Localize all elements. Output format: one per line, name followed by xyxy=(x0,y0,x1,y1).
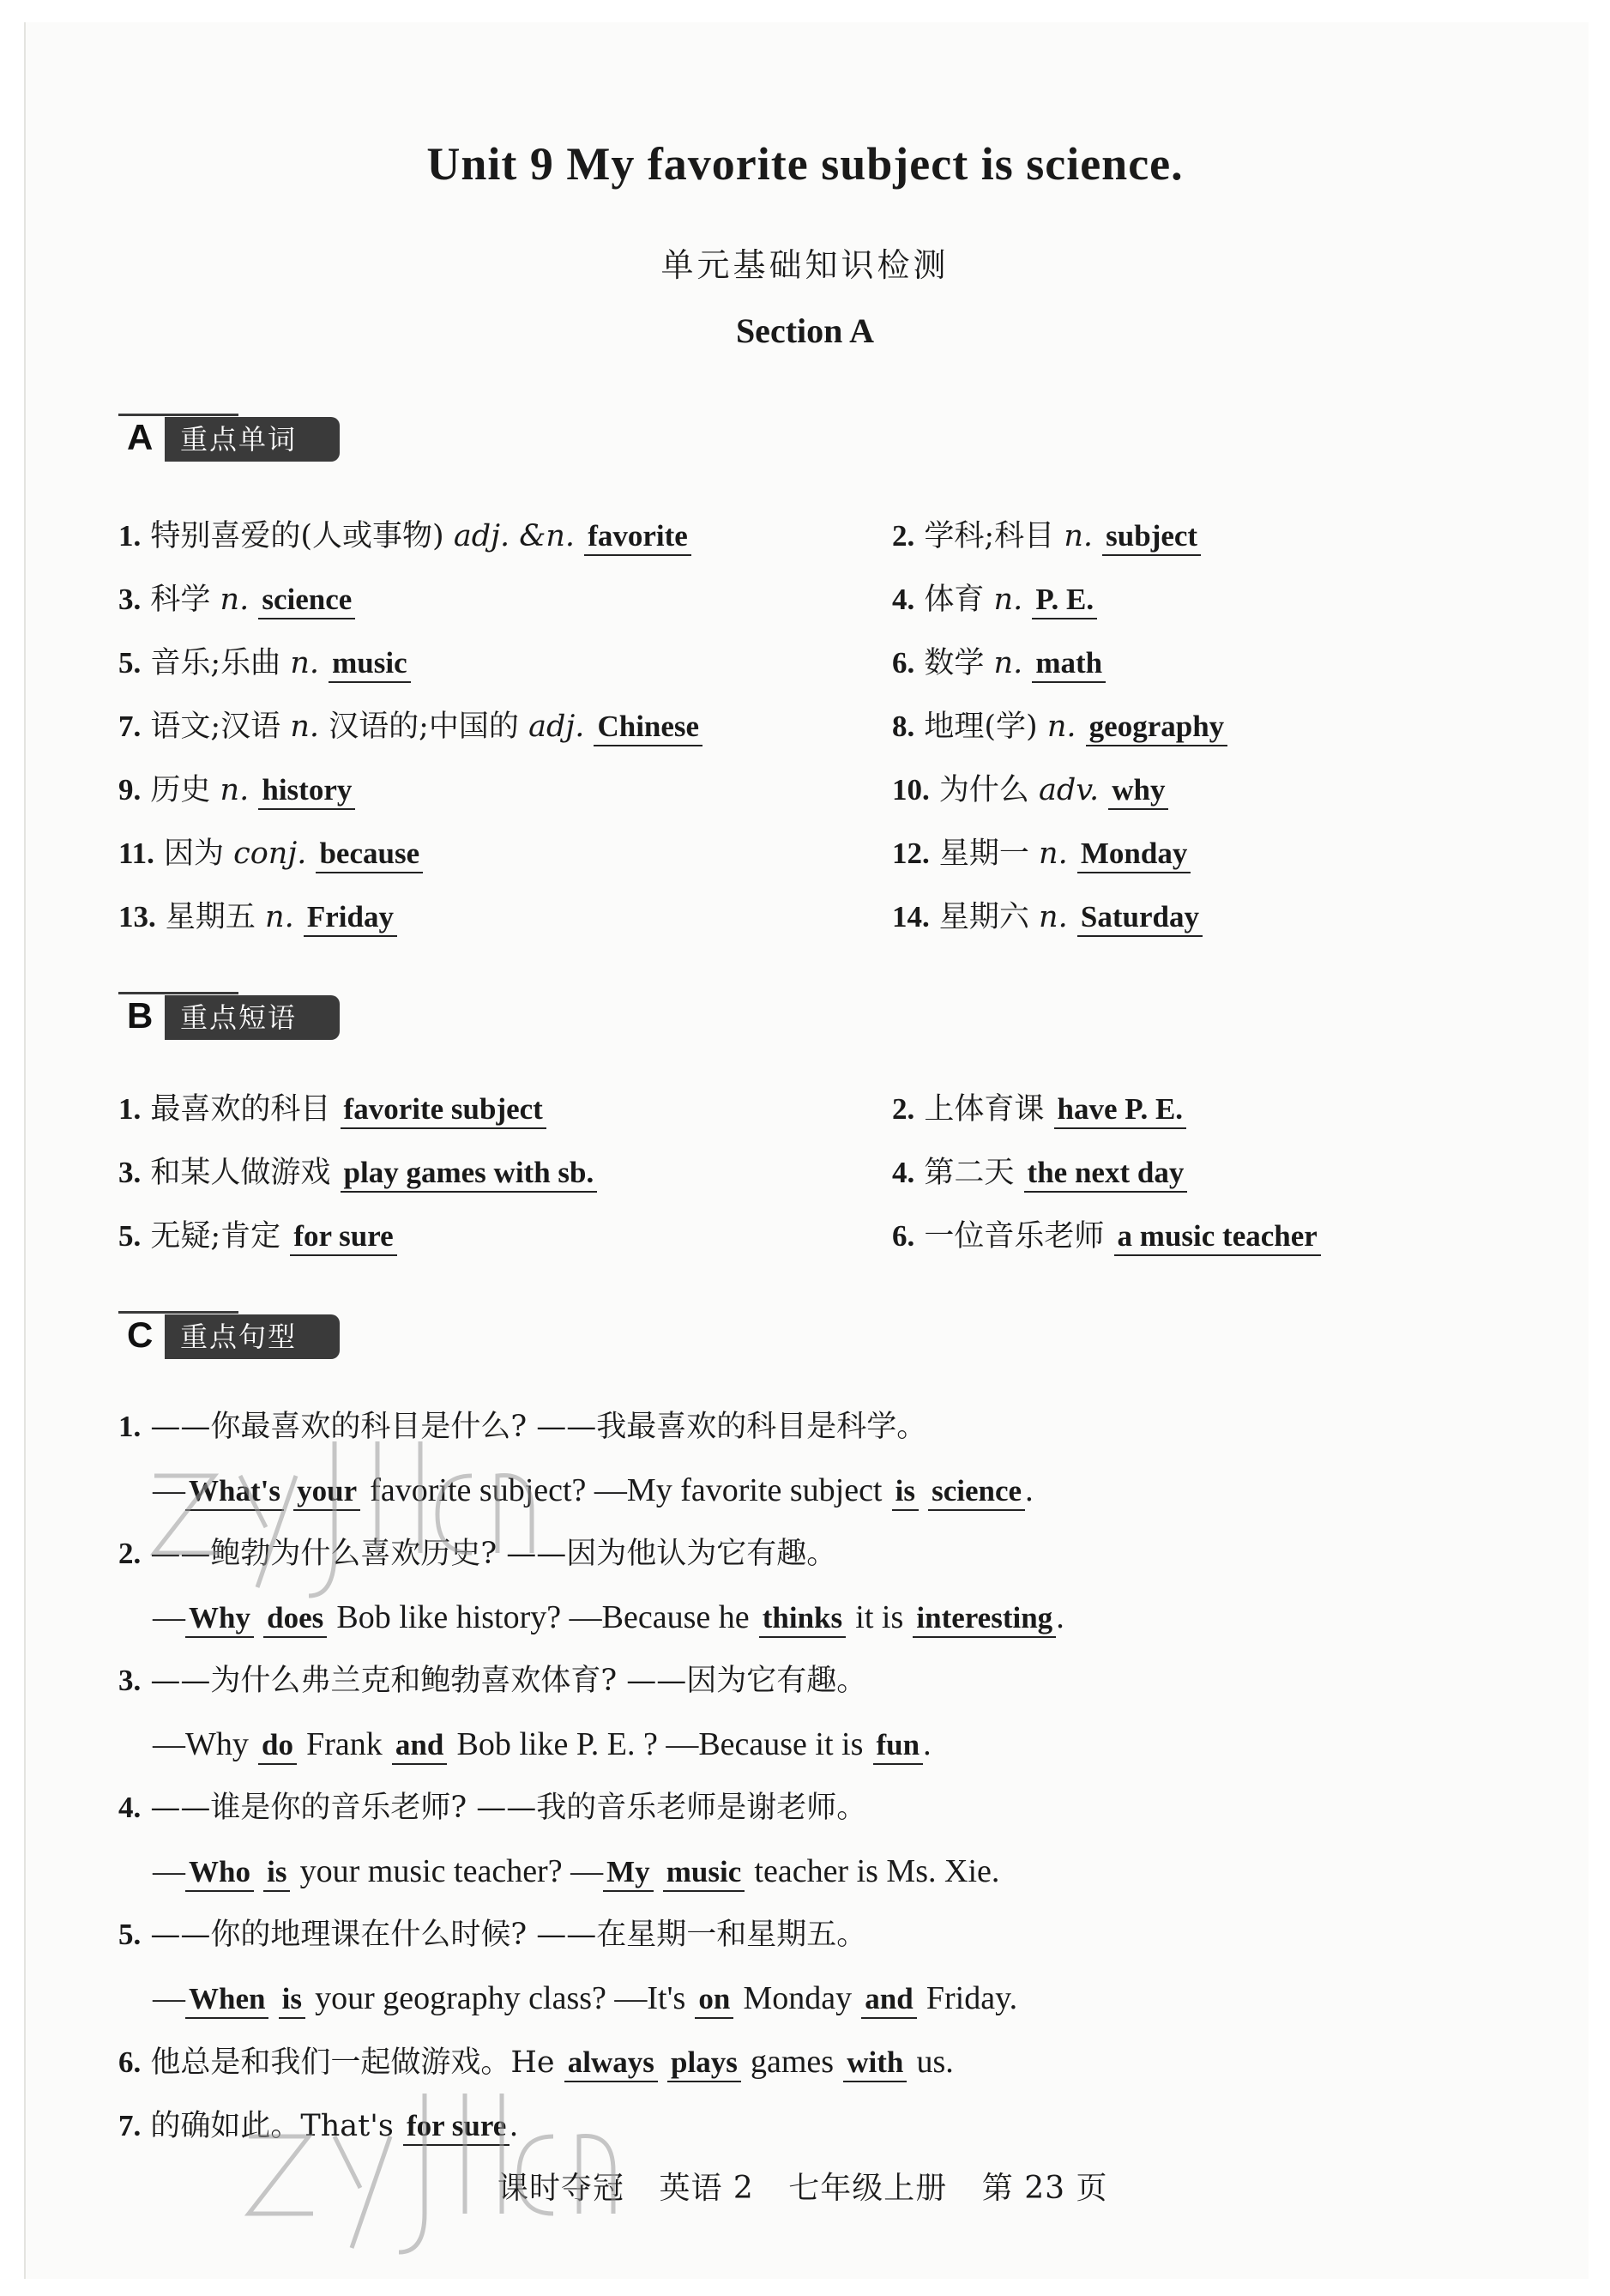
item-answer: always xyxy=(564,2045,658,2082)
item-number: 7. xyxy=(118,710,142,743)
item-answer: because xyxy=(316,837,423,873)
item-answer: subject xyxy=(1102,519,1201,556)
word-item xyxy=(118,832,423,875)
item-answer: have P. E. xyxy=(1054,1092,1187,1129)
item-pos: n. xyxy=(1039,900,1068,934)
item-answer: does xyxy=(263,1601,327,1638)
sentence-text: your music teacher? — xyxy=(299,1853,604,1889)
book-name: 课时夺冠 xyxy=(497,2171,625,2206)
word-item xyxy=(892,578,1097,621)
sentence-text: Friday. xyxy=(926,1980,1018,2016)
watermark-logo xyxy=(137,1424,618,1613)
item-answer: and xyxy=(392,1728,447,1765)
sentence-3-english xyxy=(153,1723,932,1767)
item-answer: and xyxy=(861,1982,916,2019)
item-answer: the next day xyxy=(1024,1156,1188,1193)
item-number: 1. xyxy=(118,1092,142,1126)
phrase-item xyxy=(892,1215,1321,1258)
item-number: 5. xyxy=(118,646,142,680)
item-chinese: ——你的地理课在什么时候? ——在星期一和星期五。 xyxy=(150,1918,867,1952)
item-number: 3. xyxy=(118,1156,142,1189)
item-pos: n. xyxy=(290,710,319,744)
word-item xyxy=(892,896,1203,939)
item-answer: Why xyxy=(185,1601,254,1638)
sentence-text: it is xyxy=(855,1599,904,1635)
item-chinese: 最喜欢的科目 xyxy=(150,1092,331,1127)
item-answer: fun xyxy=(873,1728,924,1765)
item-chinese: 特别喜爱的(人或事物) xyxy=(150,519,444,553)
item-answer: Who xyxy=(185,1855,254,1892)
item-answer: Saturday xyxy=(1077,900,1203,937)
header-rule xyxy=(118,414,238,416)
item-number: 1. xyxy=(118,1410,142,1443)
item-number: 6. xyxy=(892,1219,915,1253)
item-chinese: 星期一 xyxy=(938,837,1029,871)
word-item xyxy=(892,769,1168,812)
item-number: 3. xyxy=(118,1664,142,1697)
part-a-letter: A xyxy=(127,417,154,457)
item-answer: geography xyxy=(1086,710,1228,746)
item-chinese: ——鲍勃为什么喜欢历史? ——因为他认为它有趣。 xyxy=(150,1537,837,1571)
item-answer: interesting xyxy=(913,1601,1056,1638)
word-item xyxy=(118,705,702,748)
phrase-item xyxy=(892,1151,1187,1194)
item-answer: music xyxy=(329,646,411,683)
item-chinese: 无疑;肯定 xyxy=(150,1219,281,1254)
item-chinese: 音乐;乐曲 xyxy=(150,646,281,680)
item-number: 6. xyxy=(892,646,915,680)
part-a-header xyxy=(118,414,343,465)
item-chinese: 因为 xyxy=(163,837,224,871)
item-number: 6. xyxy=(118,2045,142,2079)
sentence-text: —Why xyxy=(153,1726,249,1762)
item-answer: on xyxy=(695,1982,733,2019)
sentence-text: Frank xyxy=(306,1726,383,1762)
item-pos: n. xyxy=(993,646,1023,680)
item-answer: Chinese xyxy=(594,710,702,746)
item-number: 1. xyxy=(118,519,142,553)
word-item xyxy=(892,705,1227,748)
part-b-letter: B xyxy=(127,995,154,1036)
item-answer: math xyxy=(1032,646,1106,683)
item-chinese: 他总是和我们一起做游戏。He xyxy=(150,2045,555,2080)
item-chinese: 语文;汉语 xyxy=(150,710,281,744)
item-number: 13. xyxy=(118,900,156,934)
item-pos: conj. xyxy=(233,837,307,871)
item-chinese: 星期五 xyxy=(165,900,256,934)
item-number: 2. xyxy=(892,519,915,553)
part-b-header xyxy=(118,992,343,1043)
item-answer: plays xyxy=(667,2045,741,2082)
item-chinese: 数学 xyxy=(924,646,985,680)
item-chinese: 科学 xyxy=(150,583,211,617)
part-c-letter: C xyxy=(127,1314,154,1355)
item-pos: adv. xyxy=(1039,773,1100,807)
sentence-5-english: — When is your geography class? —It's on Monday and Friday. xyxy=(153,1977,1017,2021)
item-pos: n. xyxy=(1064,519,1093,553)
word-item xyxy=(892,515,1201,558)
item-number: 14. xyxy=(892,900,930,934)
item-number: 4. xyxy=(118,1791,142,1824)
sentence-text: Bob like history? —Because he xyxy=(336,1599,750,1635)
subject-label: 英语 2 xyxy=(659,2171,754,2206)
item-pos: n. xyxy=(1046,710,1076,744)
item-number: 4. xyxy=(892,583,915,616)
item-chinese: ——谁是你的音乐老师? ——我的音乐老师是谢老师。 xyxy=(150,1791,867,1825)
item-answer: thinks xyxy=(759,1601,846,1638)
sentence-1-english: — What's your favorite subject? —My favorite subject is science . xyxy=(153,1469,1034,1513)
item-answer: favorite xyxy=(584,519,691,556)
item-number: 7. xyxy=(118,2109,142,2142)
sentence-4-chinese xyxy=(118,1786,866,1829)
item-chinese-2: 汉语的;中国的 xyxy=(329,710,519,744)
word-item xyxy=(118,769,355,812)
item-answer: with xyxy=(843,2045,907,2082)
item-answer: science xyxy=(258,583,355,619)
item-number: 11. xyxy=(118,837,154,870)
item-chinese: 历史 xyxy=(150,773,211,807)
sentence-text: . xyxy=(923,1726,932,1762)
sentence-text: . xyxy=(1056,1599,1064,1635)
item-answer: favorite subject xyxy=(341,1092,546,1129)
sentence-4-english: — Who is your music teacher? — My music teacher is Ms. Xie. xyxy=(153,1850,999,1894)
item-pos-2: adj. xyxy=(528,710,585,744)
item-chinese: 地理(学) xyxy=(924,710,1038,744)
item-answer: for sure xyxy=(290,1219,396,1256)
word-item xyxy=(118,578,355,621)
sentence-text: teacher is Ms. Xie. xyxy=(754,1853,1000,1889)
item-chinese: 星期六 xyxy=(938,900,1029,934)
sentence-5-chinese xyxy=(118,1913,866,1956)
item-pos: n. xyxy=(290,646,319,680)
item-answer: why xyxy=(1108,773,1168,810)
item-chinese: 上体育课 xyxy=(924,1092,1045,1127)
phrase-item xyxy=(118,1151,597,1194)
item-answer: music xyxy=(663,1855,745,1892)
item-number: 5. xyxy=(118,1918,142,1951)
unit-title: Unit 9 My favorite subject is science. xyxy=(426,138,1184,190)
section-heading: Section A xyxy=(735,311,875,350)
sentence-text: games xyxy=(751,2044,835,2080)
sentence-text: Monday xyxy=(743,1980,853,2016)
item-number: 4. xyxy=(892,1156,915,1189)
sentence-2-english: — Why does Bob like history? —Because he thinks it is interesting . xyxy=(153,1596,1064,1640)
item-number: 8. xyxy=(892,710,915,743)
header-rule xyxy=(118,1311,238,1314)
sentence-text: . xyxy=(1025,1472,1034,1508)
word-item xyxy=(892,642,1106,685)
sentence-text: favorite subject? —My favorite subject xyxy=(370,1472,883,1508)
item-answer: is xyxy=(279,1982,305,2019)
item-chinese: 和某人做游戏 xyxy=(150,1156,331,1190)
item-chinese: 第二天 xyxy=(924,1156,1015,1190)
item-answer: a music teacher xyxy=(1114,1219,1321,1256)
part-b-heading: 重点短语 xyxy=(165,995,340,1040)
item-number: 9. xyxy=(118,773,142,807)
word-item xyxy=(118,896,397,939)
header-rule xyxy=(118,992,238,994)
item-pos: n. xyxy=(220,583,250,617)
item-answer: Monday xyxy=(1077,837,1191,873)
page-number: 第 23 页 xyxy=(981,2171,1108,2206)
item-answer: history xyxy=(258,773,355,810)
item-pos: n. xyxy=(993,583,1023,617)
item-chinese: 体育 xyxy=(924,583,985,617)
item-answer: do xyxy=(258,1728,297,1765)
sentence-text: Bob like P. E. ? —Because it is xyxy=(456,1726,864,1762)
item-answer: science xyxy=(928,1474,1025,1511)
item-answer: is xyxy=(892,1474,919,1511)
item-chinese: ——你最喜欢的科目是什么? ——我最喜欢的科目是科学。 xyxy=(150,1410,927,1444)
item-answer: Friday xyxy=(304,900,397,937)
item-answer: play games with sb. xyxy=(341,1156,598,1193)
item-chinese: ——为什么弗兰克和鲍勃喜欢体育? ——因为它有趣。 xyxy=(150,1664,867,1698)
part-c-heading: 重点句型 xyxy=(165,1314,340,1359)
item-number: 2. xyxy=(892,1092,915,1126)
phrase-item xyxy=(892,1088,1186,1131)
item-answer: What's xyxy=(185,1474,284,1511)
item-chinese: 的确如此。That's xyxy=(150,2109,394,2143)
item-pos: adj. &n. xyxy=(453,519,576,553)
item-pos: n. xyxy=(1039,837,1068,871)
word-item xyxy=(118,515,691,558)
item-number: 10. xyxy=(892,773,930,807)
item-answer: for sure xyxy=(403,2109,510,2146)
item-chinese: 为什么 xyxy=(938,773,1029,807)
part-c-header xyxy=(118,1311,343,1362)
item-number: 5. xyxy=(118,1219,142,1253)
watermark-logo xyxy=(240,2059,652,2265)
item-pos: n. xyxy=(220,773,250,807)
part-a-heading: 重点单词 xyxy=(165,417,340,462)
unit-subtitle: 单元基础知识检测 xyxy=(660,246,950,284)
phrase-item xyxy=(118,1215,397,1258)
word-item xyxy=(118,642,411,685)
item-number: 2. xyxy=(118,1537,142,1570)
item-chinese: 学科;科目 xyxy=(924,519,1055,553)
item-answer: is xyxy=(263,1855,290,1892)
word-item xyxy=(892,832,1191,875)
grade-label: 七年级上册 xyxy=(788,2171,948,2206)
phrase-item xyxy=(118,1088,546,1131)
item-answer: your xyxy=(293,1474,360,1511)
item-answer: When xyxy=(185,1982,268,2019)
item-answer: My xyxy=(603,1855,654,1892)
item-number: 3. xyxy=(118,583,142,616)
sentence-text: . xyxy=(510,2107,518,2143)
item-chinese: 一位音乐老师 xyxy=(924,1219,1105,1254)
item-answer: P. E. xyxy=(1032,583,1097,619)
item-number: 12. xyxy=(892,837,930,870)
item-pos: n. xyxy=(265,900,294,934)
sentence-3-chinese xyxy=(118,1659,866,1702)
sentence-text: your geography class? —It's xyxy=(315,1980,686,2016)
sentence-text: us. xyxy=(916,2044,954,2080)
